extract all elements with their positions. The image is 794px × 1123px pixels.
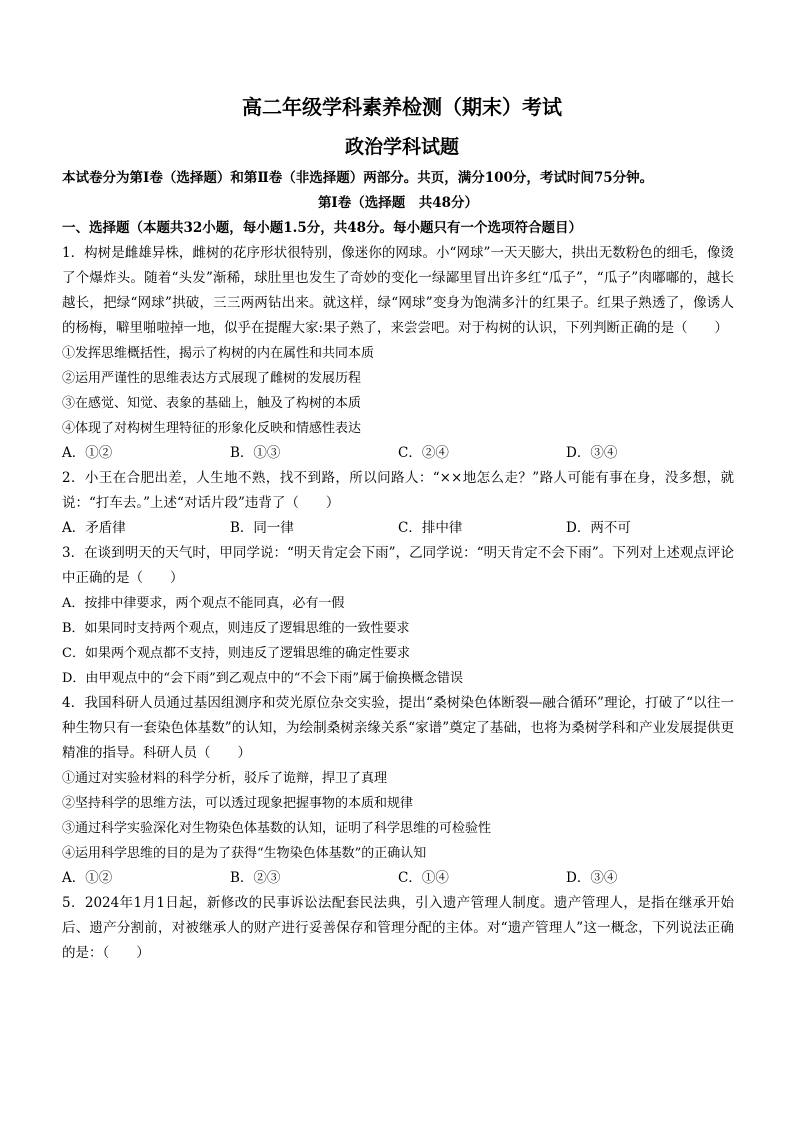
question-2 bbox=[62, 466, 734, 541]
choice-a: A．矛盾律 bbox=[62, 520, 126, 536]
choice-c: C．②④ bbox=[398, 445, 449, 461]
question-stem: 2．小王在合肥出差，人生地不熟，找不到路，所以问路人：“××地怎么走？”路人可能有事在身，没多想，就说：“打车去。”上述“对话片段”违背了（ ） bbox=[62, 470, 734, 511]
choice-b: B．如果同时支持两个观点，则违反了逻辑思维的一致性要求 bbox=[62, 621, 410, 636]
choice-c: C．如果两个观点都不支持，则违反了逻辑思维的确定性要求 bbox=[62, 646, 410, 661]
question-stem: 5．2024年1月1日起，新修改的民事诉讼法配套民法典，引入遗产管理人制度。遗产管理人，是指在继承开始后、遗产分割前，对被继承人的财产进行妥善保存和管理分配的主体。对“遗产管理人”这一概念，下列说法正确的是：（ ） bbox=[62, 895, 734, 961]
question-stem: 1．构树是雌雄异株，雌树的花序形状很特别，像迷你的网球。小“网球”一天天膨大，拱出无数粉色的细毛，像烫了个爆炸头。随着“头发”渐稀，球肚里也发生了奇妙的变化一绿鄙里冒出许多红“瓜子”，“瓜子”肉嘟嘟的，越长越长，把绿“网球”拱破，三三两两钻出来。就这样，绿“网球”变身为饱满多汁的红果子。红果子熟透了，像诱人的杨梅，噼里啪啦掉一地，似乎在提醒大家:果子熟了，来尝尝吧。对于构树的认识，下列判断正确的是（ ） bbox=[62, 245, 734, 336]
exam-title: 高二年级学科素养检测（期末）考试 bbox=[242, 95, 562, 119]
statement-option: ④运用科学思维的目的是为了获得“生物染色体基数”的正确认知 bbox=[62, 846, 427, 861]
exam-intro: 本试卷分为第Ⅰ卷（选择题）和第Ⅱ卷（非选择题）两部分。共页，满分100分，考试时间75分钟。 bbox=[62, 170, 654, 186]
choice-a: A．按排中律要求，两个观点不能同真，必有一假 bbox=[62, 596, 345, 611]
statement-option: ③在感觉、知觉、表象的基础上，触及了构树的本质 bbox=[62, 396, 362, 411]
question-1 bbox=[62, 241, 734, 466]
part-one-title: 第Ⅰ卷（选择题 共48分） bbox=[317, 195, 479, 211]
answer-choices bbox=[62, 516, 734, 541]
question-5 bbox=[62, 891, 734, 966]
choice-d: D．③④ bbox=[566, 870, 618, 886]
choice-b: B．②③ bbox=[230, 870, 281, 886]
statement-option: ②坚持科学的思维方法，可以透过现象把握事物的本质和规律 bbox=[62, 796, 414, 811]
section-one-title: 一、选择题（本题共32小题，每小题1.5分，共48分。每小题只有一个选项符合题目） bbox=[62, 220, 583, 236]
question-3 bbox=[62, 541, 734, 691]
answer-choices bbox=[62, 866, 734, 891]
choice-b: B．①③ bbox=[230, 445, 281, 461]
statement-option: ①通过对实验材料的科学分析，驳斥了诡辩，捍卫了真理 bbox=[62, 771, 388, 786]
choice-b: B．同一律 bbox=[230, 520, 294, 536]
question-stem: 4．我国科研人员通过基因组测序和荧光原位杂交实验，提出“桑树染色体断裂—融合循环”理论，打破了“以往一种生物只有一套染色体基数”的认知，为绘制桑树亲缘关系“家谱”奠定了基础，也将为桑树学科和产业发展提供更精准的指导。科研人员（ ） bbox=[62, 695, 734, 761]
choice-c: C．①④ bbox=[398, 870, 449, 886]
choice-d: D．③④ bbox=[566, 445, 618, 461]
question-stem: 3．在谈到明天的天气时，甲同学说：“明天肯定会下雨”，乙同学说：“明天肯定不会下雨”。下列对上述观点评论中正确的是（ ） bbox=[62, 545, 734, 586]
choice-c: C．排中律 bbox=[398, 520, 463, 536]
choice-a: A．①② bbox=[62, 445, 113, 461]
question-4 bbox=[62, 691, 734, 891]
statement-option: ③通过科学实验深化对生物染色体基数的认知，证明了科学思维的可检验性 bbox=[62, 821, 492, 836]
choice-a: A．①② bbox=[62, 870, 113, 886]
statement-option: ④体现了对构树生理特征的形象化反映和情感性表达 bbox=[62, 421, 362, 436]
choice-d: D．由甲观点中的“会下雨”到乙观点中的“不会下雨”属于偷换概念错误 bbox=[62, 671, 464, 686]
exam-subtitle: 政治学科试题 bbox=[344, 136, 459, 158]
answer-choices bbox=[62, 441, 734, 466]
exam-page bbox=[62, 92, 734, 966]
statement-option: ①发挥思维概括性，揭示了构树的内在属性和共同本质 bbox=[62, 346, 375, 361]
choice-d: D．两不可 bbox=[566, 520, 631, 536]
statement-option: ②运用严谨性的思维表达方式展现了雌树的发展历程 bbox=[62, 371, 362, 386]
